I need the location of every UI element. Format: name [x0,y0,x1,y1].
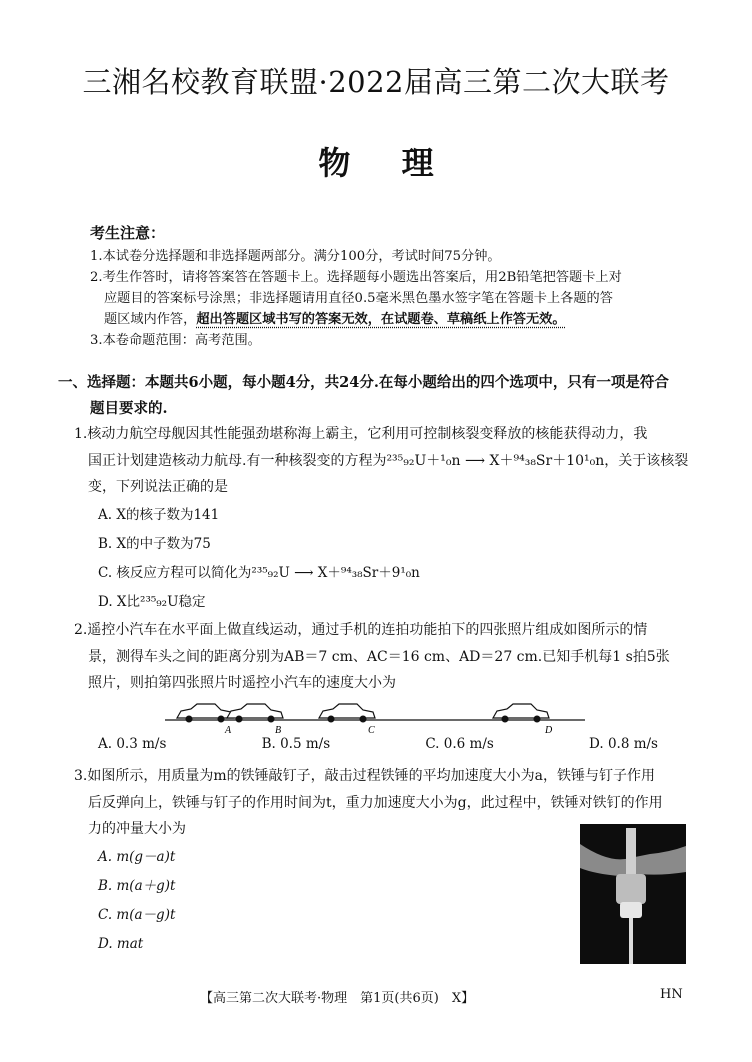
q3-option-a[interactable]: A. m(g－a)t [98,848,176,865]
q3-stem-2: 后反弹向上，铁锤与钉子的作用时间为t，重力加速度大小为g，此过程中，铁锤对铁钉的作用 [88,794,663,811]
notice-emphasis: 超出答题区域书写的答案无效，在试题卷、草稿纸上作答无效。 [196,312,566,327]
exam-title: 三湘名校教育联盟·2022届高三第二次大联考 [82,65,670,99]
notice-block [90,246,690,351]
page-footer: 【高三第二次大联考·物理 第1页(共6页) X】 [200,991,475,1006]
q2-stem-2: 景，测得车头之间的距离分别为AB＝7 cm、AC＝16 cm、AD＝27 cm.已知手机每1 s拍5张 [88,648,670,665]
notice-item-2-tail: 题区域内作答， [104,312,197,327]
car-figure [165,696,585,736]
question-1 [74,421,698,617]
q3-option-b[interactable]: B. m(a＋g)t [98,877,176,894]
question-2 [74,617,698,697]
q1-option-b[interactable]: B. X的中子数为75 [98,535,211,552]
q3-option-c[interactable]: C. m(a－g)t [98,906,176,923]
label-b: B [275,725,282,736]
q1-stem-2: 国正计划建造核动力航母.有一种核裂变的方程为²³⁵₉₂U＋¹₀n ⟶ X＋⁹⁴₃₈Sr＋10¹₀n，关于该核裂 [88,452,689,469]
section-line-2: 题目要求的. [90,400,168,417]
q1-option-c[interactable]: C. 核反应方程可以简化为²³⁵₉₂U ⟶ X＋⁹⁴₃₈Sr＋9¹₀n [98,564,420,581]
q3-stem-1: 3.如图所示，用质量为m的铁锤敲钉子，敲击过程铁锤的平均加速度大小为a，铁锤与钉子作用 [74,768,655,784]
notice-item-1: 1.本试卷分选择题和非选择题两部分。满分100分，考试时间75分钟。 [90,249,501,264]
q2-option-a[interactable]: A. 0.3 m/s [98,736,167,752]
notice-item-3: 3.本卷命题范围：高考范围。 [90,333,261,348]
q1-stem-3: 变，下列说法正确的是 [88,479,228,495]
q3-option-d[interactable]: D. mat [98,935,144,952]
section-line-1: 一、选择题：本题共6小题，每小题4分，共24分.在每小题给出的四个选项中，只有一项是符合 [58,374,669,391]
notice-item-2: 2.考生作答时，请将答案答在答题卡上。选择题每小题选出答案后，用2B铅笔把答题卡上对 [90,270,622,285]
subject-title: 物 理 [318,144,434,182]
q2-option-d[interactable]: D. 0.8 m/s [589,736,658,752]
q2-option-b[interactable]: B. 0.5 m/s [261,736,331,752]
region-code: HN [660,987,683,1002]
label-c: C [368,725,375,736]
notice-heading: 考生注意： [90,224,166,242]
q2-option-c[interactable]: C. 0.6 m/s [425,736,494,752]
notice-item-2-cont: 应题目的答案标号涂黑；非选择题请用直径0.5毫米黑色墨水签字笔在答题卡上各题的答 [104,291,613,306]
q3-stem-3: 力的冲量大小为 [88,821,186,837]
q2-stem-1: 2.遥控小汽车在水平面上做直线运动，通过手机的连拍功能拍下的四张照片组成如图所示的情 [74,622,648,638]
label-a: A [225,725,232,736]
q2-stem-3: 照片，则拍第四张照片时遥控小汽车的速度大小为 [88,675,396,691]
label-d: D [545,725,553,736]
notice-item-2-end [90,309,690,330]
q2-options [98,736,658,752]
q1-option-a[interactable]: A. X的核子数为141 [98,506,220,523]
q1-option-d[interactable]: D. X比²³⁵₉₂U稳定 [98,593,206,610]
q1-stem-1: 1.核动力航空母舰因其性能强劲堪称海上霸主，它利用可控制核裂变释放的核能获得动力，我 [74,426,648,442]
hammer-photo [580,824,686,964]
section-heading [58,370,698,422]
